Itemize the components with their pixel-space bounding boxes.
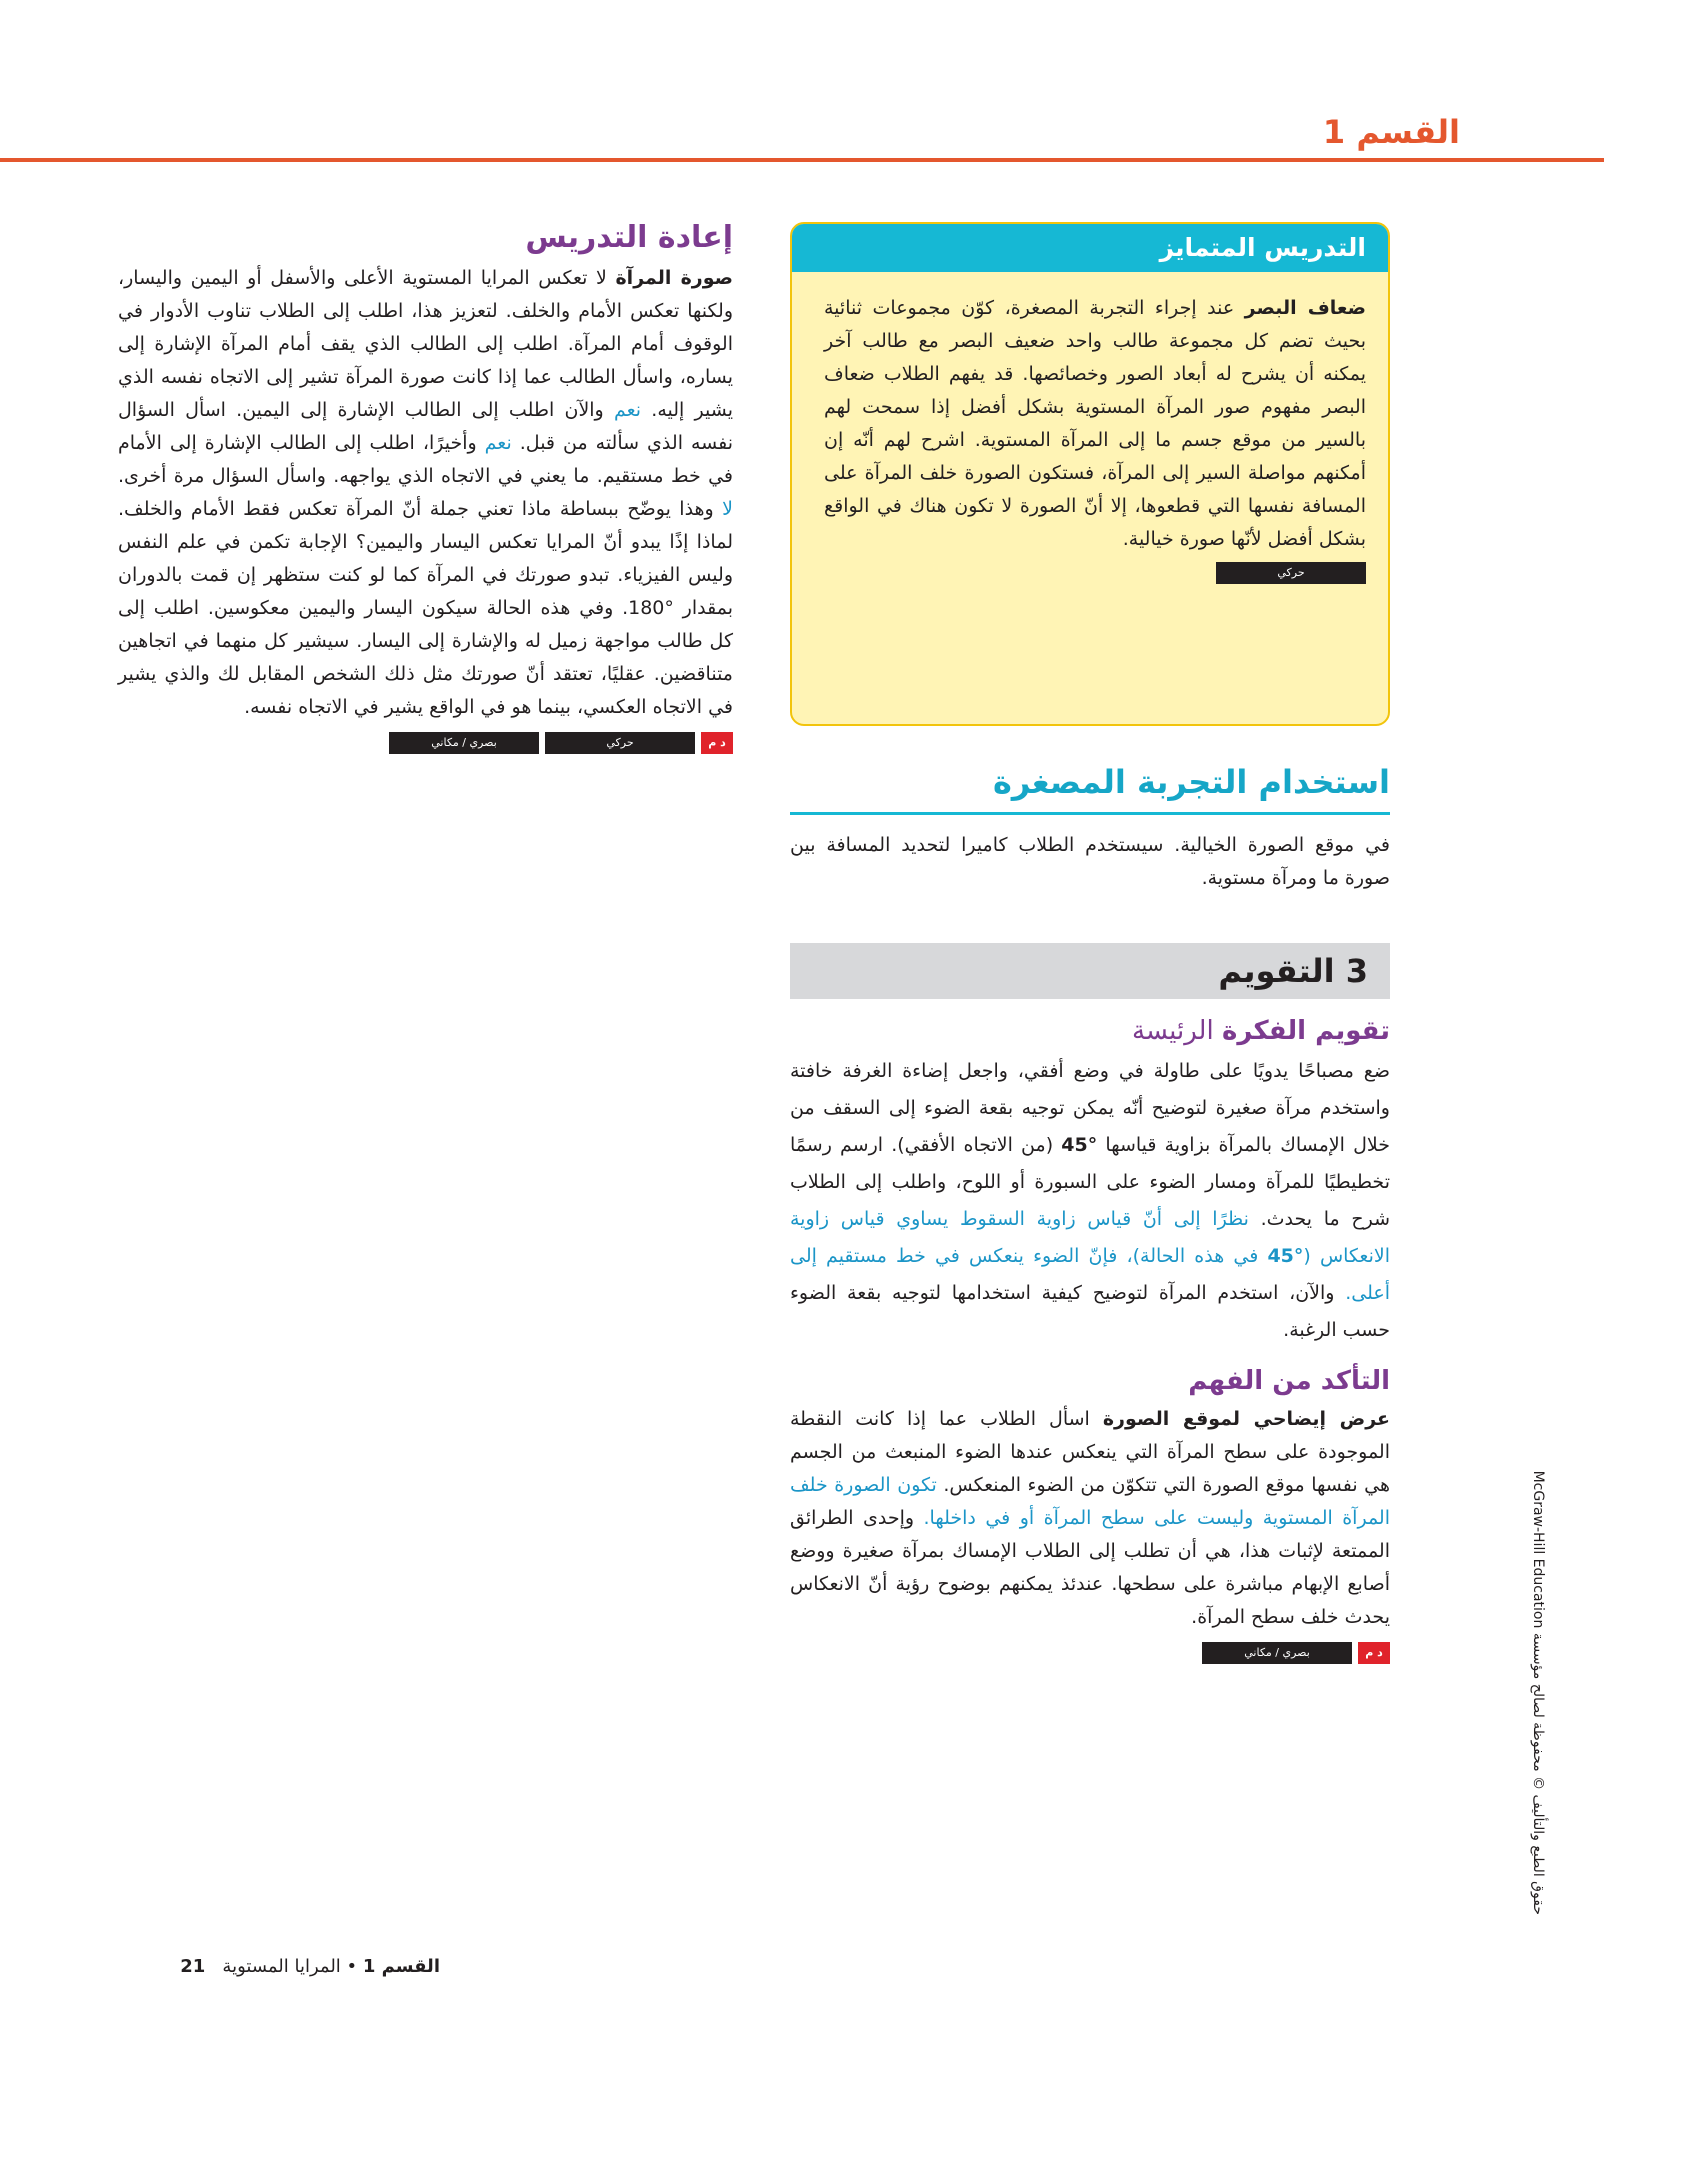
check-text-2: وإحدى الطرائق الممتعة لإثبات هذا، هي أن تطلب إلى الطلاب الإمساك بمرآة صغيرة ووضع أصابع الإبهام مباشرة على سطحها. عندئذ يمكنهم بوضوح رؤية أنّ الانعكاس يحدث خلف سطح المرآة. — [790, 1507, 1390, 1628]
main-idea-answer-1: نظرًا إلى أنّ قياس زاوية السقوط يساوي قياس زاوية الانعكاس ( — [790, 1208, 1390, 1267]
check-text-1: اسأل الطلاب عما إذا كانت النقطة الموجودة على سطح المرآة التي ينعكس عندها الضوء المنبعث من الجسم هي نفسها موقع الصورة التي تتكوّن من الضوء المنعكس. — [790, 1408, 1390, 1496]
check-lead: عرض إيضاحي لموقع الصورة — [1102, 1408, 1390, 1430]
copyright-text: حقوق الطبع والتأليف © محفوظة لصالح مؤسسة McGraw-Hill Education — [1530, 1470, 1546, 1915]
angle-value-1: °45 — [1061, 1134, 1098, 1156]
copyright-note — [1518, 1455, 1558, 1915]
footer-section: القسم 1 — [362, 1956, 440, 1977]
differentiated-text: عند إجراء التجربة المصغرة، كوّن مجموعات ثنائية بحيث تضم كل مجموعة طالب واحد ضعيف البصر مع طالب آخر يمكنه أن يشرح له أبعاد الصور وخصائصها. قد يفهم الطلاب ضعاف البصر مفهوم صور المرآة المستوية بشكل أفضل إذا سمحت لهم بالسير من موقع جسم ما إلى المرآة المستوية. اشرح لهم أنّه إن أمكنهم مواصلة السير إلى المرآة، فستكون الصورة خلف المرآة على المسافة نفسها التي قطعوها، إلا أنّ الصورة لا تكون هناك في الواقع بشكل أفضل لأنّها صورة خيالية. — [824, 297, 1366, 550]
header-rule — [0, 158, 1604, 162]
tag-ell: د م — [701, 732, 733, 754]
reteach-answer-1: نعم — [613, 399, 642, 421]
differentiated-title: التدريس المتمايز — [792, 224, 1388, 272]
check-title: التأكد من الفهم — [1188, 1366, 1390, 1396]
main-idea-answer-2: في هذه الحالة)، فإنّ الضوء ينعكس في خط مستقيم إلى أعلى. — [790, 1245, 1390, 1304]
tag-kinesthetic: حركي — [545, 732, 695, 754]
tag-visual-spatial: بصري / مكاني — [389, 732, 539, 754]
main-idea-text-3: والآن، استخدم المرآة لتوضيح كيفية استخدامها لتوجيه بقعة الضوء حسب الرغبة. — [790, 1282, 1390, 1341]
footer-chapter: المرايا المستوية — [222, 1956, 341, 1977]
angle-value-2: °45 — [1267, 1245, 1304, 1267]
main-idea-light: الرئيسة — [1132, 1016, 1222, 1046]
reteach-answer-2: نعم — [484, 432, 512, 454]
differentiated-box — [790, 222, 1390, 726]
reteach-text-4: وهذا يوضّح ببساطة ماذا تعني جملة أنّ المرآة تعكس فقط الأمام والخلف. لماذا إذًا يبدو أنّ المرايا تعكس اليسار واليمين؟ الإجابة تكمن في علم النفس وليس الفيزياء. تبدو صورتك في المرآة كما لو كنت ستظهر إن قمت بالدوران بمقدار °180. وفي هذه الحالة سيكون اليسار واليمين معكوسين. اطلب إلى كل طالب مواجهة زميل له والإشارة إلى اليسار. سيشير كل منهما في اتجاهين متناقضين. عقليًا، تعتقد أنّ صورتك مثل ذلك الشخص المقابل لك والذي يشير في الاتجاه العكسي، بينما هو في الواقع يشير في الاتجاه نفسه. — [118, 498, 733, 718]
reteach-title: إعادة التدريس — [525, 220, 733, 255]
tag-kinesthetic-diff: حركي — [1216, 562, 1366, 584]
reteach-column — [118, 218, 733, 754]
check-answer: تكون الصورة خلف المرآة المستوية وليست على سطح المرآة أو في داخلها. — [790, 1474, 1390, 1529]
reteach-text-2: والآن اطلب إلى الطالب الإشارة إلى اليمين. اسأل السؤال نفسه الذي سألته من قبل. — [118, 399, 733, 454]
reteach-tags — [118, 732, 733, 754]
reteach-paragraph — [118, 262, 733, 724]
main-idea-title — [790, 1011, 1390, 1051]
tag-visual-spatial-check: بصري / مكاني — [1202, 1642, 1352, 1664]
reteach-text-3: وأخيرًا، اطلب إلى الطالب الإشارة إلى الأمام في خط مستقيم. ما يعني في الاتجاه الذي يواجهه. واسأل السؤال مرة أخرى. — [118, 432, 733, 487]
differentiated-tags — [824, 562, 1366, 584]
check-tags — [790, 1642, 1390, 1664]
mini-lab-title: استخدام التجربة المصغرة — [790, 760, 1390, 815]
check-paragraph — [790, 1403, 1390, 1634]
footer-bullet: • — [340, 1956, 363, 1977]
differentiated-body — [792, 272, 1388, 584]
main-idea-paragraph — [790, 1053, 1390, 1349]
section-header: القسم 1 — [1322, 113, 1460, 151]
tag-ell-check: د م — [1358, 1642, 1390, 1664]
main-idea-bold: تقويم الفكرة — [1221, 1016, 1390, 1046]
reteach-text-1: لا تعكس المرايا المستوية الأعلى والأسفل أو اليمين واليسار، ولكنها تعكس الأمام والخلف. لتعزيز هذا، اطلب إلى الطلاب تناوب الأدوار في الوقوف أمام المرآة. اطلب إلى الطالب الذي يقف أمام المرآة الإشارة إلى يساره، واسأل الطالب عما إذا كانت صورة المرآة تشير إلى الاتجاه نفسه الذي يشير إليه. — [118, 267, 733, 421]
main-idea-text-1: ضع مصباحًا يدويًا على طاولة في وضع أفقي، واجعل إضاءة الغرفة خافتة واستخدم مرآة صغيرة لتوضيح أنّه يمكن توجيه بقعة الضوء إلى السقف من خلال الإمساك بالمرآة بزاوية قياسها — [790, 1060, 1390, 1156]
page-footer — [180, 1955, 440, 1979]
mini-lab-body: في موقع الصورة الخيالية. سيستخدم الطلاب كاميرا لتحديد المسافة بين صورة ما ومرآة مستوية. — [790, 834, 1390, 889]
main-idea-text-2: (من الاتجاه الأفقي). ارسم رسمًا تخطيطيًا للمرآة ومسار الضوء على السبورة أو اللوح، واطلب إلى الطلاب شرح ما يحدث. — [790, 1134, 1390, 1230]
reteach-lead: صورة المرآة — [615, 267, 733, 289]
differentiated-lead: ضعاف البصر — [1244, 297, 1366, 319]
right-column — [790, 222, 1390, 1664]
assess-heading: 3 التقويم — [790, 943, 1390, 999]
reteach-answer-3: لا — [722, 498, 733, 520]
page-number: 21 — [180, 1956, 206, 1977]
